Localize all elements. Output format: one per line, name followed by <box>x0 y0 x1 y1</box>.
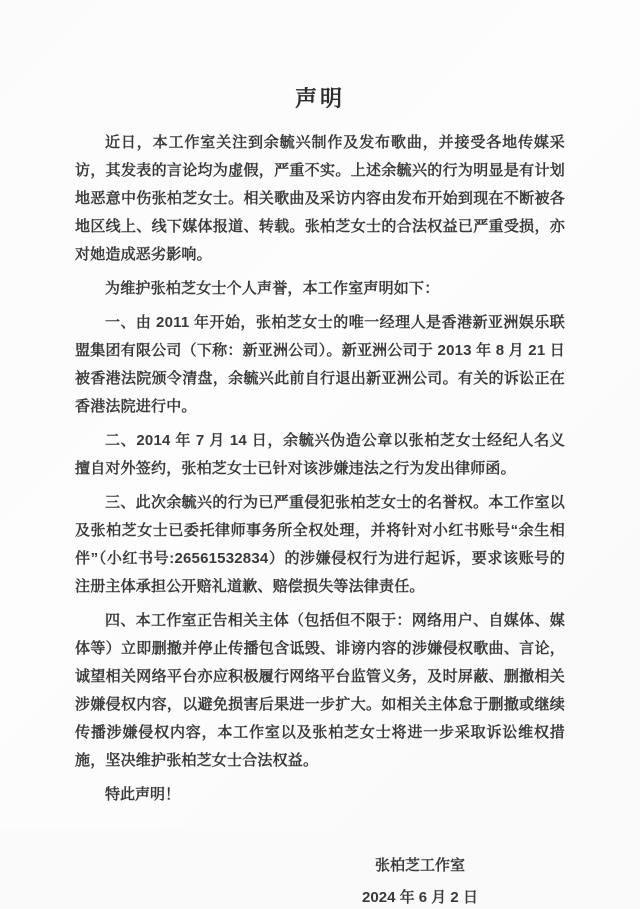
statement-item-4: 四、本工作室正告相关主体（包括但不限于：网络用户、自媒体、媒体等）立即删撤并停止传播包含诋毁、诽谤内容的涉嫌侵权歌曲、言论，诚望相关网络平台亦应积极履行网络平台监管义务，及时屏蔽、删撤相关涉嫌侵权内容，以避免损害后果进一步扩大。如相关主体怠于删撤或继续传播涉嫌侵权内容，本工作室以及张柏芝女士将进一步采取诉讼维权措施，坚决维护张柏芝女士合法权益。 <box>75 612 565 769</box>
statement-item-2: 二、2014 年 7 月 14 日，余毓兴伪造公章以张柏芝女士经纪人名义擅自对外签约，张柏芝女士已针对该涉嫌违法之行为发出律师函。 <box>75 432 565 477</box>
signature-studio-name: 张柏芝工作室 <box>374 857 465 874</box>
statement-item-1: 一、由 2011 年开始，张柏芝女士的唯一经理人是香港新亚洲娱乐联盟集团有限公司（下称：新亚洲公司）。新亚洲公司于 2013 年 8 月 21 日被香港法院颁令清盘，余毓兴此前自行退出新亚洲公司。有关的诉讼正在香港法院进行中。 <box>75 314 565 415</box>
signature-date: 2024 年 6 月 2 日 <box>362 889 478 906</box>
document-title: 声明 <box>294 86 345 111</box>
statement-lead-in-line: 为维护张柏芝女士个人声誉，本工作室声明如下： <box>105 280 440 297</box>
closing-line: 特此声明！ <box>105 786 181 803</box>
statement-intro-paragraph: 近日，本工作室关注到余毓兴制作及发布歌曲，并接受各地传媒采访，其发表的言论均为虚假，严重不实。上述余毓兴的行为明显是有计划地恶意中伤张柏芝女士。相关歌曲及采访内容由发布开始到现在不断被各地区线上、线下媒体报道、转载。张柏芝女士的合法权益已严重受损，亦对她造成恶劣影响。 <box>75 134 565 263</box>
statement-item-3: 三、此次余毓兴的行为已严重侵犯张柏芝女士的名誉权。本工作室以及张柏芝女士已委托律师事务所全权处理，并将针对小红书账号“余生相伴”（小红书号:26561532834）的涉嫌侵权行为进行起诉，要求该账号的注册主体承担公开赔礼道歉、赔偿损失等法律责任。 <box>75 494 565 595</box>
signature-block <box>320 855 520 909</box>
